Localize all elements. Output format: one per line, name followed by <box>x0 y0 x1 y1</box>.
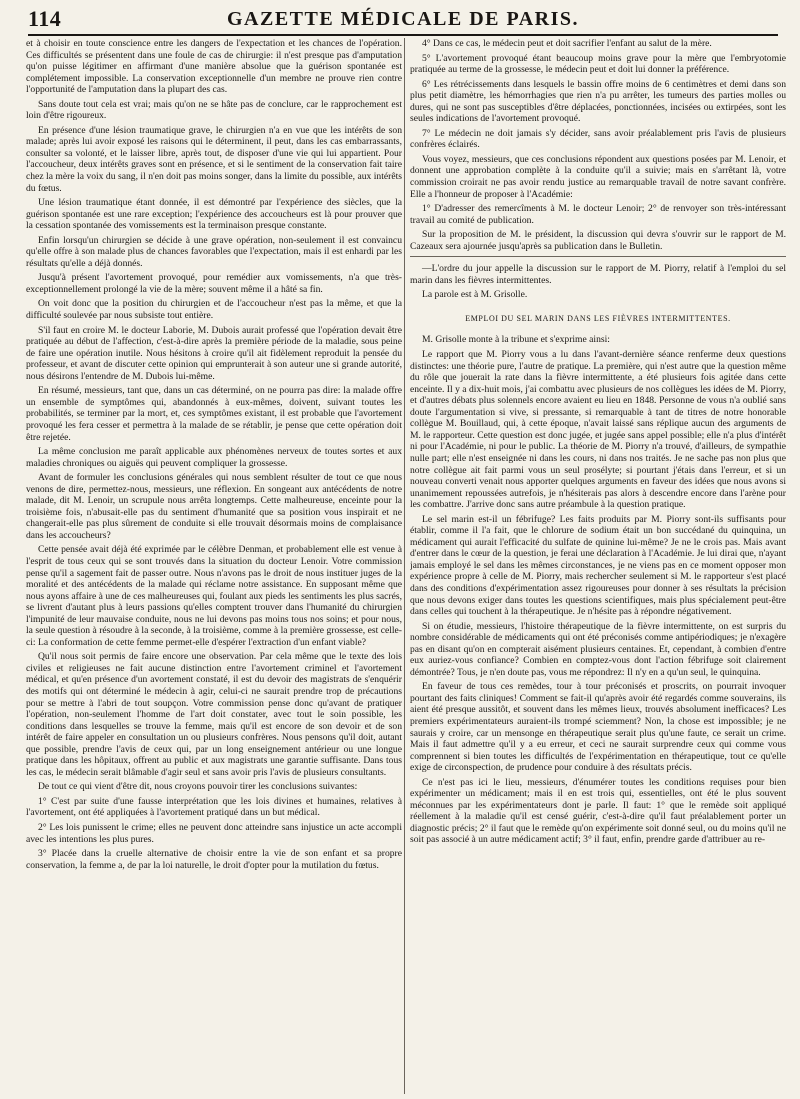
paragraph: Si on étudie, messieurs, l'histoire thérapeutique de la fièvre intermittente, on est surpris du nombre considérable de médicaments qui ont été préconisés comme antipériodiques; je n'exagère pas en disant qu'on en compterait aisément plusieurs centaines. Et, cependant, à combien d'entre eux auriez-vous confiance? Combien en comptez-vous dont l'action fébrifuge soit clairement démontrée? Tous, je n'en doute pas, vous me répondrez: Il n'y en a qu'un seul, le quinquina. <box>410 620 786 678</box>
paragraph: Enfin lorsqu'un chirurgien se décide à une grave opération, non-seulement il est convaincu qu'elle offre à son malade plus de chances favorables que l'expectation, mais il est enhardi par les résultats qu'elle a déjà donnés. <box>26 234 402 269</box>
paragraph: Une lésion traumatique étant donnée, il est démontré par l'expérience des siècles, que la guérison spontanée est une rare exception; l'expérience des accoucheurs est là pour prouver que la cessation spontanée des vomissements est la terminaison presque constante. <box>26 197 402 232</box>
right-column <box>410 38 786 1096</box>
conclusion-item: 2° Les lois punissent le crime; elles ne peuvent donc atteindre sans injustice un acte accompli avec les intentions les plus pures. <box>26 822 402 845</box>
paragraph: Cette pensée avait déjà été exprimée par le célèbre Denman, et probablement elle est venue à l'esprit de tous ceux qui se sont trouvés dans la situation du docteur Lenoir. Votre commission pense qu'il a sagement fait de passer outre. Nous n'avons pas le droit de nous instituer juges de la moralité et des antécédents de la malade qui réclame notre assistance. En supposant même que nous ayons affaire à une de ces malheureuses qui, foulant aux pieds les sentiments les plus sacrés, se livrent d'autant plus à leurs passions qu'elles comptent trouver dans l'humanité du chirurgien l'impunité de leur mauvaise conduite, nous ne lui devons pas moins tous nos soins; et pour nous, la seule question à résoudre à la seconde, à la troisième, comme à la première grossesse, est celle-ci: La conformation de cette femme permet-elle d'espérer l'extraction d'un enfant viable? <box>26 544 402 648</box>
paragraph: Le sel marin est-il un fébrifuge? Les faits produits par M. Piorry sont-ils suffisants pour établir, comme il l'a fait, que le chlorure de sodium était un bon succédané du quinquina, un médicament qui aurait l'efficacité du sulfate de quinine lui-même? Je ne le crois pas. Mais avant d'entrer dans le cœur de la question, je ferai une déclaration à l'Académie. Je lui dirai que, n'ayant jamais employé le sel dans les mêmes circonstances, je ne viens pas en ce moment opposer mon expérience propre à celle de M. Piorry, mais rechercher seulement si M. le rapporteur s'est placé dans des conditions d'expérimentation assez rigoureuses pour donner à ses résultats la précision que nous devons exiger dans toutes les questions scientifiques, mais plus spécialement peut-être dans celles qui touchent à la thérapeutique. Je n'hésite pas à répondre négativement. <box>410 513 786 618</box>
paragraph: M. Grisolle monte à la tribune et s'exprime ainsi: <box>422 334 610 346</box>
conclusion-item: 5° L'avortement provoqué étant beaucoup moins grave pour la mère que l'embryotomie pratiquée au terme de la grossesse, le médecin peut et doit lui donner la préférence. <box>410 52 786 76</box>
conclusion-item: 3° Placée dans la cruelle alternative de choisir entre la vie de son enfant et sa propre conservation, la femme a, de par la loi naturelle, le droit d'opter pour la mutilation du fœtus. <box>26 848 402 871</box>
paragraph: Qu'il nous soit permis de faire encore une observation. Par cela même que le texte des lois civiles et religieuses ne fait aucune distinction entre l'avortement criminel et l'avortement médical, et qu'en présence d'un avortement constaté, il est du devoir des magistrats de s'enquérir des motifs qui ont déterminé le médecin à agir, celui-ci ne saurait prendre trop de précautions pour se mettre à l'abri de tout soupçon. Votre commission pense donc qu'avant de pratiquer l'opération, non-seulement l'homme de l'art doit constater, avec tout le soin possible, les conditions dans lesquelles se trouve la femme, mais qu'il est encore de son devoir et de son intérêt de faire appeler en consultation un ou plusieurs confrères. Nous pensons qu'il doit, autant que possible, prendre l'avis de ceux qui, par un long enseignement antérieur ou une longue pratique dans les hôpitaux, offrent au public et aux magistrats une garantie suffisante. Dans tous les cas, le médecin serait blâmable d'agir seul et sans avoir pris l'avis de plusieurs consultants. <box>26 651 402 778</box>
paragraph: En présence d'une lésion traumatique grave, le chirurgien n'a en vue que les intérêts de son malade; après lui avoir exposé les raisons qui le déterminent, il peut, dans les cas embarrassants, consulter sa volonté, et le laisser libre, après tout, de disposer d'une vie qui lui appartient. Pour l'accoucheur, deux intérêts graves sont en présence, et si le sentiment de la conservation fait taire chez la mère la voix du sang, il n'en doit pas moins songer, dans la limite du possible, aux intérêts du fœtus. <box>26 124 402 194</box>
page-number: 114 <box>28 6 62 31</box>
conclusion-item: 6° Les rétrécissements dans lesquels le bassin offre moins de 6 centimètres et demi dans son plus petit diamètre, les hémorrhagies que rien n'a pu arrêter, les tumeurs des parties molles ou dures, qui ne sont pas susceptibles d'être déplacées, ponctionnées, incisées ou extirpées, sont les seules indications de l'avortement provoqué. <box>410 78 786 125</box>
paragraph: Le rapport que M. Piorry vous a lu dans l'avant-dernière séance renferme deux questions distinctes: une théorie pure, l'autre de pratique. La première, qui n'est autre que la question même du rôle que jouerait la rate dans la fièvre intermittente, a été plusieurs fois agitée dans cette enceinte. Il y a dix-huit mois, j'ai combattu avec plusieurs de nos collègues les idées de M. Piorry, et d'autres débats plus solennels encore avaient eu lieu en 1848. Personne de vous n'a oublié sans doute l'argumentation si vive, si pressante, si remarquable à tant de titres de notre honorable collègue M. Bouillaud, qui, à cette époque, n'avait laissé sans réplique aucun des arguments de M. le rapporteur. Cette question est donc jugée, et jugée sans appel possible; elle n'a plus d'intérêt ni pour l'Académie, ni pour le public. La théorie de M. Piorry n'a trouvé, d'ailleurs, de sympathie nulle part; elle n'est enseignée ni dans les cours, ni dans nos traités. Je ne sache pas non plus que notre collègue ait fait parmi vous un seul prosélyte; si pourtant j'étais dans l'erreur, et si un nouveau converti venait nous apporter quelques arguments en faveur des idées que nous avons si unanimement repoussées autrefois, je n'hésiterais pas alors à descendre encore dans l'arène pour les combattre. J'arrive donc sans autre préambule à la question pratique. <box>410 349 786 511</box>
paragraph: En faveur de tous ces remèdes, tour à tour préconisés et proscrits, on pourrait invoquer pourtant des faits cliniques! Comment se fait-il qu'après avoir été regardés comme souverains, ils aient été presque aussitôt, et souvent dans les mêmes lieux, trouvés absolument inefficaces? Les premiers expérimentateurs auraient-ils trompé sciemment? Non, la chose est impossible; je ne saurais y croire, car un mensonge en thérapeutique serait plus qu'une faute, ce serait un crime. Mais il faut admettre qu'il y a eu erreur, et ceci ne saurait surprendre ceux qui comme vous comprennent si bien toutes les difficultés de l'expérimentation en thérapeutique, tout ce qu'elle exige de circonspection, de prudence pour conduire à des résultats précis. <box>410 681 786 774</box>
conclusion-item: 1° C'est par suite d'une fausse interprétation que les lois divines et humaines, relatives à l'avortement, ont été appliquées à l'avortement pratiqué dans un but médical. <box>26 795 402 819</box>
paragraph: Sans doute tout cela est vrai; mais qu'on ne se hâte pas de conclure, car le rapprochement est loin d'être rigoureux. <box>26 98 402 122</box>
section-heading: EMPLOI DU SEL MARIN DANS LES FIÈVRES INTERMITTENTES. <box>465 313 731 323</box>
paragraph: En résumé, messieurs, tant que, dans un cas déterminé, on ne pourra pas dire: la malade offre un ensemble de symptômes qui, abandonnés à eux-mêmes, doivent, suivant toutes les probabilités, se terminer par la mort, et, ces symptômes existant, il est probable que l'avortement provoqué les fera cesser et permettra à la malade de se rétablir, je pense que cette opération doit être rejetée. <box>26 385 402 443</box>
paragraph: S'il faut en croire M. le docteur Laborie, M. Dubois aurait professé que l'opération devait être pratiquée au début de l'affection, c'est-à-dire après la première période de la maladie, sous peine de faire une opération inutile. Nous hésitons à croire qu'il ait fidèlement reproduit la pensée du professeur, et avant de discuter cette opinion qui emprunterait à son auteur une si grande autorité, nous désirons l'entendre de M. Dubois lui-même. <box>26 324 402 382</box>
paragraph: De tout ce qui vient d'être dit, nous croyons pouvoir tirer les conclusions suivantes: <box>38 781 358 793</box>
paragraph: Avant de formuler les conclusions générales qui nous semblent résulter de tout ce que nous venons de dire, permettez-nous, messieurs, une réflexion. En songeant aux antécédents de notre malade, dit M. Lenoir, un scrupule nous arrêta longtemps. Cette malheureuse, enceinte pour la troisième fois, n'abusait-elle pas du sentiment d'humanité que sa position vous inspirait et ne changerait-elle pas plus sûrement de conduite si elle trouvait désormais moins de complaisance dans les accoucheurs? <box>26 472 402 541</box>
paragraph: La même conclusion me paraît applicable aux phénomènes nerveux de toutes sortes et aux maladies chroniques ou aiguës qui peuvent compliquer la grossesse. <box>26 446 402 469</box>
paragraph: Sur la proposition de M. le président, la discussion qui devra s'ouvrir sur le rapport de M. Cazeaux sera ajournée jusqu'après sa publication dans le Bulletin. <box>410 229 786 252</box>
column-divider <box>404 38 405 1094</box>
conclusion-item: 7° Le médecin ne doit jamais s'y décider, sans avoir préalablement pris l'avis de plusieurs confrères éclairés. <box>410 127 786 151</box>
journal-title: GAZETTE MÉDICALE DE PARIS. <box>226 8 580 30</box>
paragraph: On voit donc que la position du chirurgien et de l'accoucheur n'est pas la même, et que la difficulté soulevée par nous subsiste tout entière. <box>26 298 402 322</box>
paragraph: —L'ordre du jour appelle la discussion sur le rapport de M. Piorry, relatif à l'emploi du sel marin dans les fièvres intermittentes. <box>410 263 786 286</box>
paragraph: La parole est à M. Grisolle. <box>422 289 528 301</box>
conclusion-item: 4° Dans ce cas, le médecin peut et doit sacrifier l'enfant au salut de la mère. <box>422 38 712 49</box>
separator-rule <box>410 256 786 257</box>
paragraph: Vous voyez, messieurs, que ces conclusions répondent aux questions posées par M. Lenoir, et donnent une approbation complète à la conduite qu'il a suivie; mais en s'arrêtant là, votre commission croirait ne pas avoir rendu justice au remarquable travail de notre savant confrère. Elle a l'honneur de proposer à l'Académie: <box>410 153 786 200</box>
paragraph: et à choisir en toute conscience entre les dangers de l'expectation et les chances de l'opération. Ces difficultés se présentent dans une foule de cas de chirurgie: il n'est presque pas d'amputation qu'on puisse légitimer en affirmant d'une manière absolue que la guérison spontanée est complétement impossible. La conservation exceptionnelle d'un membre ne prouve rien contre l'opportunité de l'amputation dans la plupart des cas. <box>26 38 402 96</box>
paragraph: 1° D'adresser des remercîments à M. le docteur Lenoir; 2° de renvoyer son très-intéressant travail au comité de publication. <box>410 203 786 226</box>
left-column <box>26 38 402 1096</box>
page-header <box>28 4 778 36</box>
paragraph: Ce n'est pas ici le lieu, messieurs, d'énumérer toutes les conditions requises pour bien expérimenter un médicament; mais il en est trois qui, essentielles, ont été le plus souvent méconnues par les expérimentateurs dont je parle. Il faut: 1° que le remède soit appliqué réellement à la maladie qu'il est censé guérir, c'est-à-dire qu'il faut préalablement porter un diagnostic précis; 2° il faut que le remède qu'on expérimente soit donné seul, ou du moins qu'il ne soit pas associé à un autre médicament actif; 3° il faut, enfin, prendre garde d'attribuer au re- <box>410 776 786 846</box>
paragraph: Jusqu'à présent l'avortement provoqué, pour remédier aux vomissements, n'a que très-exceptionnellement prolongé la vie de la mère; souvent même il a hâté sa fin. <box>26 272 402 295</box>
